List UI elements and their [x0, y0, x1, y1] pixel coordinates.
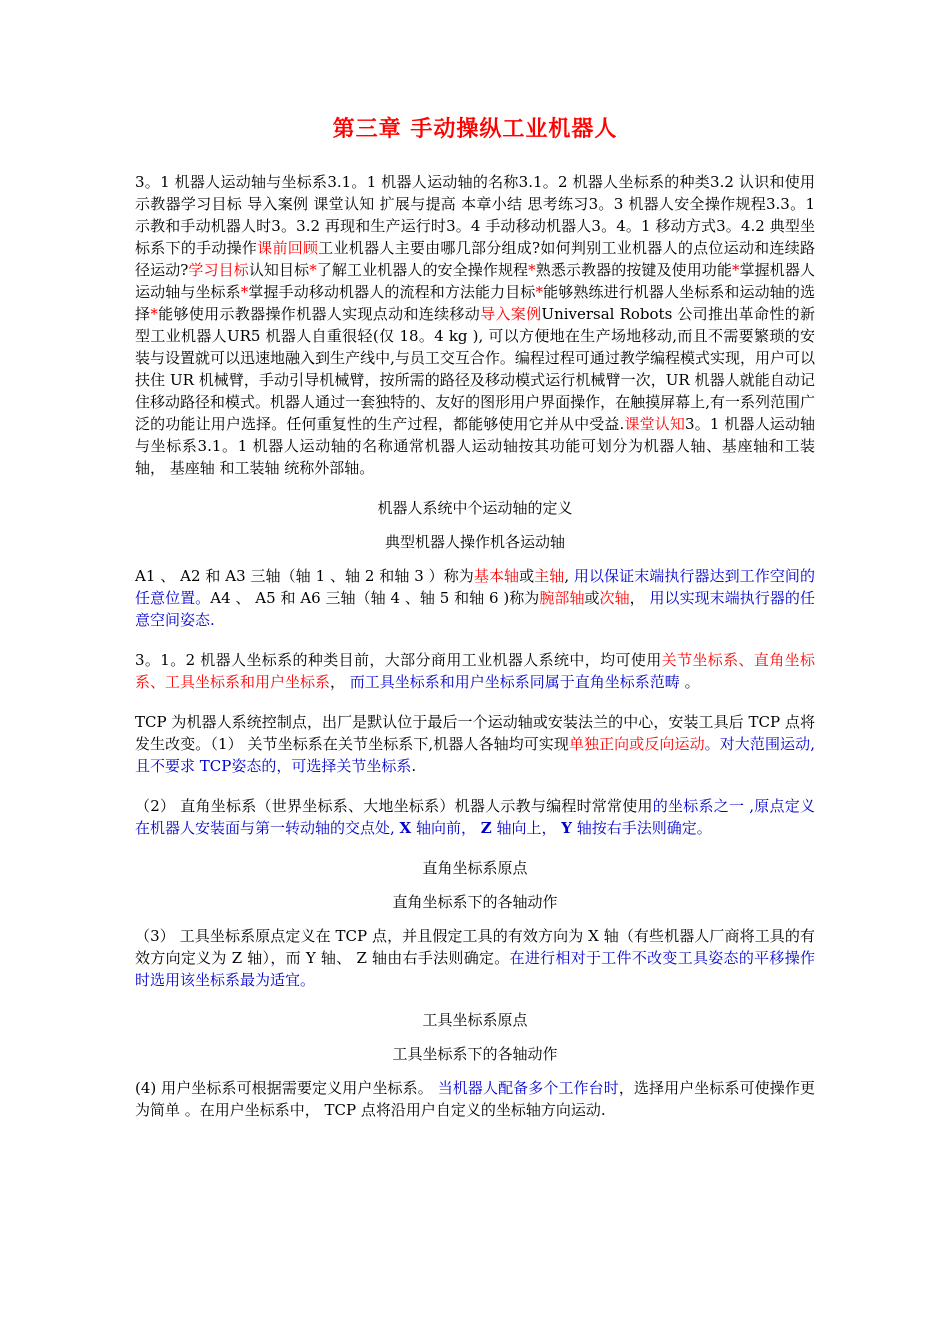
text-run: ,: [564, 567, 574, 585]
text-run: 。: [684, 673, 700, 691]
rect-coords-paragraph: [135, 795, 815, 839]
highlight-term: 主轴: [534, 567, 565, 585]
highlight-term: 基本轴: [473, 567, 520, 585]
bullet-star: *: [150, 305, 158, 323]
text-run: 或: [519, 567, 535, 585]
text-run: A1 、 A2 和 A3 三轴（轴 1 、轴 2 和轴 3 ）称为: [135, 567, 474, 585]
intro-paragraph: [135, 171, 815, 479]
text-run: （3） 工具坐标系原点定义在 TCP 点，并且假定工具的有效方向为 X 轴（有些机器人厂商将工具的有效方向定义为 Z 轴），而 Y 轴、 Z 轴由右手法则确定。: [135, 927, 815, 967]
goals-label: 学习目标: [188, 261, 249, 279]
text-run: A4 、 A5 和 A6 三轴（轴 4 、轴 5 和轴 6 )称为: [210, 589, 540, 607]
highlight-term: 单独正向或反向运动: [568, 735, 705, 753]
tool-coords-paragraph: [135, 925, 815, 991]
highlight-text: 当机器人配备多个工作台时: [437, 1079, 619, 1097]
highlight-text: 对大范围运动,且不要求 TCP姿态的，可选择关节坐标系: [135, 735, 815, 775]
case-label: 导入案例: [480, 305, 542, 323]
highlight-text: 用以保证末端执行器达到工作空间的任意位置。: [135, 567, 815, 607]
text-run: 掌握手动移动机器人的流程和方法能力目标: [248, 283, 536, 301]
classroom-label: 课堂认知: [624, 415, 686, 433]
text-run: 认知目标: [248, 261, 310, 279]
document-page: [135, 112, 815, 1121]
highlight-term: 次轴: [599, 589, 630, 607]
text-run: 3。1 机器人运动轴与坐标系3.1。1 机器人运动轴的名称通常机器人运动轴按其功能可划分为机器人轴、基座轴和工装轴， 基座轴 和工装轴 统称外部轴。: [135, 415, 815, 477]
coords-paragraph: [135, 649, 815, 693]
text-run: (4) 用户坐标系可根据需要定义用户坐标系。: [135, 1079, 438, 1097]
bullet-star: *: [535, 283, 543, 301]
axes-paragraph: [135, 565, 815, 631]
highlight-text: 在进行相对于工件不改变工具姿态的平移操作时选用该坐标系最为适宜。: [135, 949, 815, 989]
text-run: 能够使用示教器操作机器人实现点动和连续移动: [157, 305, 481, 323]
text-run: 了解工业机器人的安全操作规程: [316, 261, 529, 279]
text-run: 3。1。2 机器人坐标系的种类目前，大部分商用工业机器人系统中，均可使用: [135, 651, 662, 669]
text-run: TCP 为机器人系统控制点，出厂是默认位于最后一个运动轴或安装法兰的中心，安装工具后 TCP 点将发生改变。（1） 关节坐标系在关节坐标系下,机器人各轴均可实现: [135, 713, 815, 753]
figure-caption: 典型机器人操作机各运动轴: [384, 533, 565, 551]
axis-letter: Z: [480, 819, 492, 837]
text-run: 熟悉示教器的按键及使用功能: [535, 261, 732, 279]
highlight-text: 用以实现末端执行器的任意空间姿态.: [135, 589, 815, 629]
text-run: 3。1 机器人运动轴与坐标系3.1。1 机器人运动轴的名称3.1。2 机器人坐标系的种类3.2 认识和使用示教器学习目标 导入案例 课堂认知 扩展与提高 本章小结 思考练习3。3 机器人安全操作规程3.3。1 示教和手动机器人时3。3.2 再现和生产运行时3。4 手动移动机器人3。4。1 移动方式3。4.2 典型坐标系下的手动操作: [135, 173, 815, 257]
highlight-text: 轴按右手法则确定。: [571, 819, 712, 837]
highlight-term: 腕部轴: [539, 589, 585, 607]
chapter-title: 第三章 手动操纵工业机器人: [332, 116, 618, 142]
text-run: （2） 直角坐标系（世界坐标系、大地坐标系）机器人示教与编程时常常使用: [135, 797, 653, 815]
highlight-text: 轴向前，: [411, 819, 481, 837]
text-run: ，选择用户坐标系可使操作更为简单 。在用户坐标系中， TCP 点将沿用户自定义的坐标轴方向运动.: [135, 1079, 815, 1119]
text-run: 工业机器人主要由哪几部分组成?如何判别工业机器人的点位运动和连续路径运动?: [135, 239, 815, 279]
bullet-star: *: [731, 261, 740, 279]
text-run: ，: [629, 589, 650, 607]
text-run: 能够熟练进行机器人坐标系和运动轴的选择: [135, 283, 815, 323]
review-label: 课前回顾: [257, 239, 319, 257]
highlight-term: 关节坐标系、直角坐标系、工具坐标系和用户坐标系: [135, 651, 815, 691]
text-run: ，: [330, 673, 350, 691]
axis-letter: X: [399, 819, 412, 837]
tcp-paragraph: [135, 711, 815, 777]
figure-caption: 工具坐标系原点: [422, 1011, 528, 1029]
highlight-text: 而工具坐标系和用户坐标系同属于直角坐标系范畴: [349, 673, 685, 691]
text-run: 掌握机器人运动轴与坐标系: [135, 261, 815, 301]
figure-caption: 直角坐标系下的各轴动作: [392, 893, 558, 911]
text-run: .: [411, 757, 417, 775]
highlight-text: 轴向上，: [491, 819, 562, 837]
text-run: 或: [584, 589, 600, 607]
text-run: Universal Robots 公司推出革命性的新型工业机器人UR5 机器人自重很轻(仅 18。4 kg ), 可以方便地在生产场地移动,而且不需要繁琐的安装与设置就可以迅速地融入到生产线中,与员工交互合作。编程过程可通过教学编程模式实现，用户可以扶住 UR 机械臂，手动引导机械臂，按所需的路径及移动模式运行机械臂一次，UR 机器人就能自动记住移动路径和模式。机器人通过一套独特的、友好的图形用户界面操作，在触摸屏幕上,有一系列范围广泛的功能让用户选择。任何重复性的生产过程，都能够使用它并从中受益.: [135, 305, 815, 433]
bullet-star: *: [528, 261, 536, 279]
user-coords-paragraph: [135, 1077, 815, 1121]
bullet-star: *: [309, 261, 317, 279]
figure-caption: 工具坐标系下的各轴动作: [392, 1045, 558, 1063]
highlight-text: 的坐标系之一 ,原点定义在机器人安装面与第一转动轴的交点处,: [135, 797, 815, 837]
bullet-star: *: [240, 283, 249, 301]
figure-caption: 机器人系统中个运动轴的定义: [377, 499, 573, 517]
text-run: 。: [704, 735, 720, 753]
figure-caption: 直角坐标系原点: [422, 859, 528, 877]
axis-letter: Y: [561, 819, 572, 837]
